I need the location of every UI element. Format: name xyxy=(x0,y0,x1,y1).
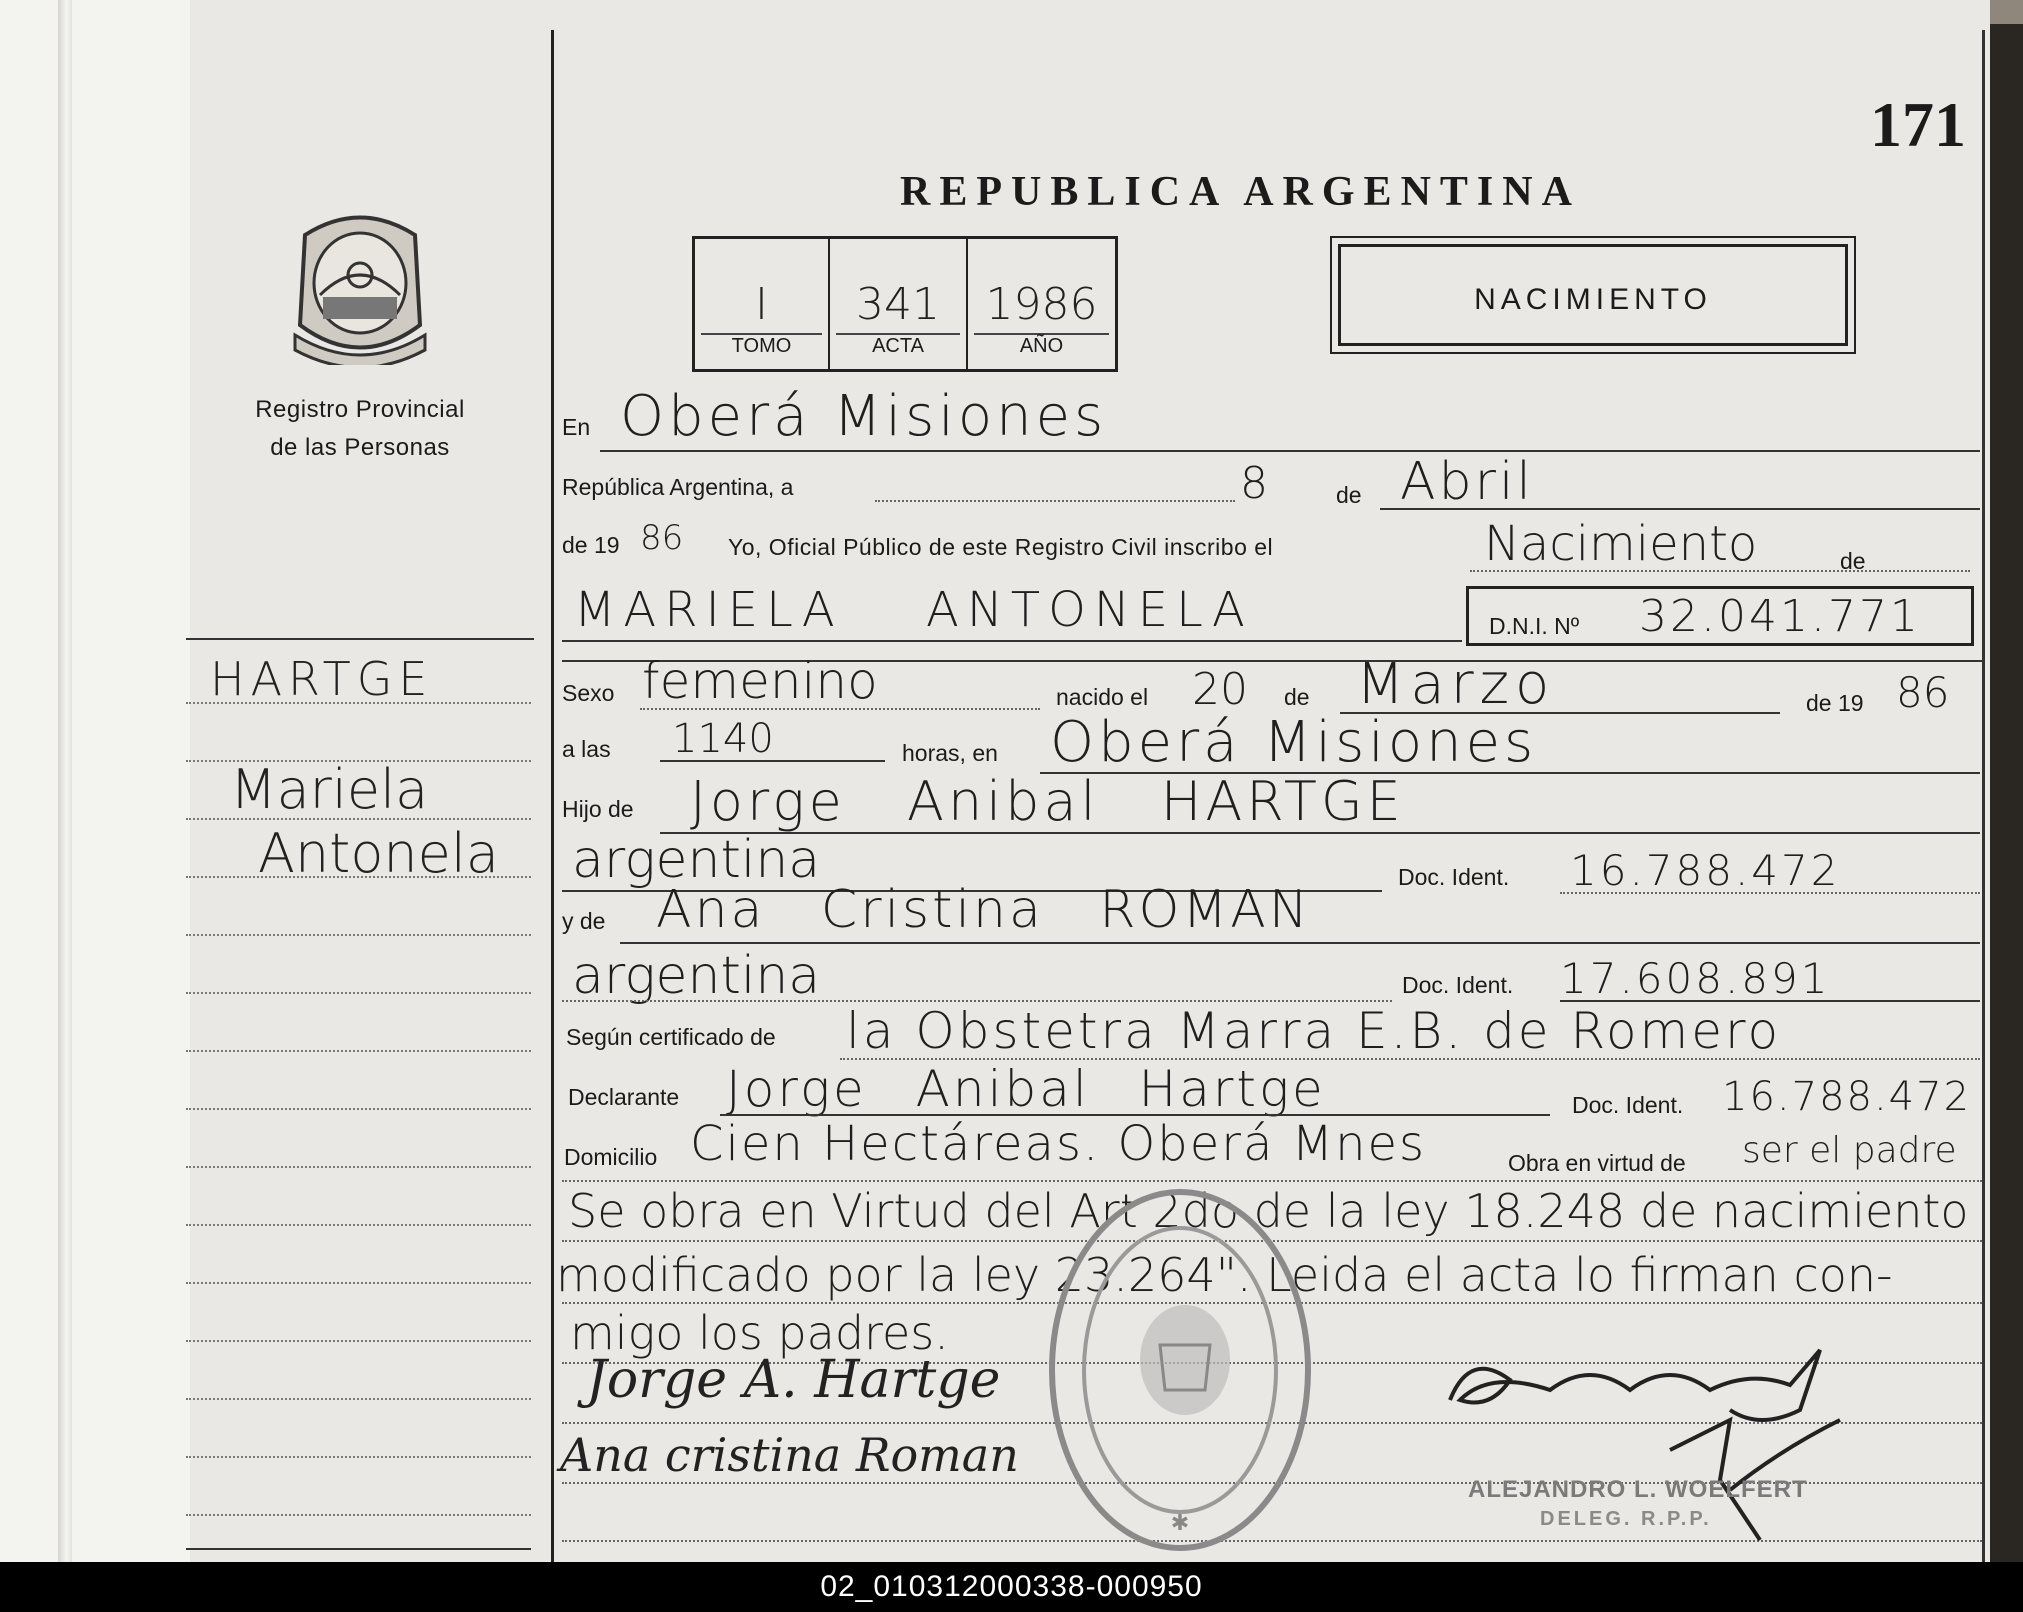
en-value: Oberá Misiones xyxy=(620,384,1108,449)
footer-bar xyxy=(0,1562,2023,1612)
form-line xyxy=(660,760,885,762)
mother-value: Ana Cristina ROMAN xyxy=(656,880,1311,940)
certificate-value: la Obstetra Marra E.B. de Romero xyxy=(846,1002,1782,1060)
en-label: En xyxy=(562,414,591,440)
domicilio-value: Cien Hectáreas. Oberá Mnes xyxy=(690,1116,1427,1172)
document-id: 02_010312000338-000950 xyxy=(820,1570,1203,1603)
left-dotted-line xyxy=(186,1166,531,1168)
left-dotted-line xyxy=(186,1282,531,1284)
registry-name-line1: Registro Provincial xyxy=(255,396,465,423)
left-bottom-rule xyxy=(186,1548,531,1550)
inscribo-label: Yo, Oficial Público de este Registro Civil inscribo el xyxy=(728,534,1274,560)
hour-value: 1140 xyxy=(672,716,774,762)
registry-name-line2: de las Personas xyxy=(270,434,450,461)
sexo-value: femenino xyxy=(642,652,878,710)
declarante-doc-value: 16.788.472 xyxy=(1722,1074,1972,1120)
birth-day-value: 20 xyxy=(1192,664,1248,715)
form-line xyxy=(600,450,1980,452)
segun-label: Según certificado de xyxy=(566,1024,776,1050)
form-left-border xyxy=(551,30,554,1562)
left-dotted-line xyxy=(186,1398,531,1400)
form-line xyxy=(620,942,1980,944)
a-las-label: a las xyxy=(562,736,611,762)
left-dotted-line xyxy=(186,1050,531,1052)
left-surname: HARTGE xyxy=(210,652,434,706)
left-given-name-2: Antonela xyxy=(258,822,499,885)
left-dotted-line xyxy=(186,992,531,994)
de-label: de xyxy=(1336,482,1362,508)
left-dotted-line xyxy=(186,1224,531,1226)
de-label-3: de xyxy=(1284,684,1310,710)
de-label-2: de xyxy=(1840,548,1866,574)
form-line xyxy=(1470,570,1970,572)
tomo-label: TOMO xyxy=(731,335,792,357)
obra-value: ser el padre xyxy=(1742,1130,1957,1171)
declarante-value: Jorge Anibal Hartge xyxy=(726,1060,1326,1118)
note-line-1: Se obra en Virtud del Art 2do de la ley 18.248 de nacimiento xyxy=(568,1184,1969,1238)
official-stamp-icon xyxy=(1040,1180,1320,1560)
ano-cell xyxy=(968,239,1115,369)
republica-label: República Argentina, a xyxy=(562,474,794,500)
form-line xyxy=(1380,508,1980,510)
note-line-2: modificado por la ley 23.264". Leida el acta lo firman con- xyxy=(556,1248,1893,1302)
nacido-label: nacido el xyxy=(1056,684,1149,710)
left-dotted-line xyxy=(186,1340,531,1342)
year-prefix-label: de 19 xyxy=(562,532,620,558)
father-value: Jorge Anibal HARTGE xyxy=(690,770,1405,833)
page-number: 171 xyxy=(1870,89,1966,160)
record-type-box xyxy=(1338,244,1848,346)
left-given-name-1: Mariela xyxy=(230,758,429,821)
form-line xyxy=(640,708,1040,710)
sexo-label: Sexo xyxy=(562,680,615,706)
y-de-label: y de xyxy=(562,908,606,934)
left-page-strip xyxy=(0,0,190,1562)
horas-label: horas, en xyxy=(902,740,998,766)
left-column-rule xyxy=(186,638,534,640)
domicilio-label: Domicilio xyxy=(564,1144,658,1170)
book-gutter xyxy=(58,0,72,1562)
day-value: 8 xyxy=(1240,458,1268,509)
registry-number-box xyxy=(692,236,1118,372)
left-dotted-line xyxy=(186,1514,531,1516)
father-nationality-value: argentina xyxy=(572,830,821,890)
birth-year-label: de 19 xyxy=(1806,690,1864,716)
dni-box xyxy=(1466,586,1974,646)
note-line-3: migo los padres. xyxy=(570,1306,949,1360)
acta-value: 341 xyxy=(856,279,940,330)
left-dotted-line xyxy=(186,934,531,936)
doc-label-2: Doc. Ident. xyxy=(1402,972,1514,998)
acta-cell xyxy=(830,239,968,369)
acta-label: ACTA xyxy=(872,335,924,357)
svg-text:✱: ✱ xyxy=(1170,1511,1190,1536)
official-name: ALEJANDRO L. WOELFERT xyxy=(1468,1476,1808,1503)
form-line xyxy=(562,640,1462,642)
father-doc-value: 16.788.472 xyxy=(1570,846,1841,895)
ano-label: AÑO xyxy=(1019,335,1064,357)
mother-doc-value: 17.608.891 xyxy=(1560,954,1831,1003)
tomo-cell xyxy=(695,239,830,369)
tomo-value: I xyxy=(755,279,768,330)
page-right-edge xyxy=(1982,30,1985,1562)
doc-label-3: Doc. Ident. xyxy=(1572,1092,1684,1118)
official-title: DELEG. R.P.P. xyxy=(1540,1508,1712,1530)
dni-value: 32.041.771 xyxy=(1639,591,1921,642)
provincial-seal-icon xyxy=(285,205,435,365)
mother-nationality-value: argentina xyxy=(572,946,821,1006)
event-value: Nacimiento xyxy=(1484,516,1758,572)
record-type: NACIMIENTO xyxy=(1474,283,1712,316)
child-name-value: MARIELA ANTONELA xyxy=(574,582,1253,638)
obra-label: Obra en virtud de xyxy=(1508,1150,1686,1176)
hijo-label: Hijo de xyxy=(562,796,634,822)
left-dotted-line xyxy=(186,1456,531,1458)
declarante-label: Declarante xyxy=(568,1084,680,1110)
birth-month-value: Marzo xyxy=(1356,652,1556,717)
birth-year-value: 86 xyxy=(1896,668,1950,717)
form-line xyxy=(1560,892,1980,894)
dni-label: D.N.I. Nº xyxy=(1489,613,1580,639)
ano-value: 1986 xyxy=(985,279,1098,330)
month-value: Abril xyxy=(1400,452,1534,512)
document-title: REPUBLICA ARGENTINA xyxy=(900,169,1581,215)
father-signature: Jorge A. Hartge xyxy=(586,1350,1001,1410)
mother-signature: Ana cristina Roman xyxy=(560,1428,1019,1482)
year-value: 86 xyxy=(640,518,684,558)
form-line xyxy=(660,832,1980,834)
birth-place-value: Oberá Misiones xyxy=(1050,710,1538,775)
left-dotted-line xyxy=(186,1108,531,1110)
doc-label-1: Doc. Ident. xyxy=(1398,864,1510,890)
form-line xyxy=(875,500,1235,502)
